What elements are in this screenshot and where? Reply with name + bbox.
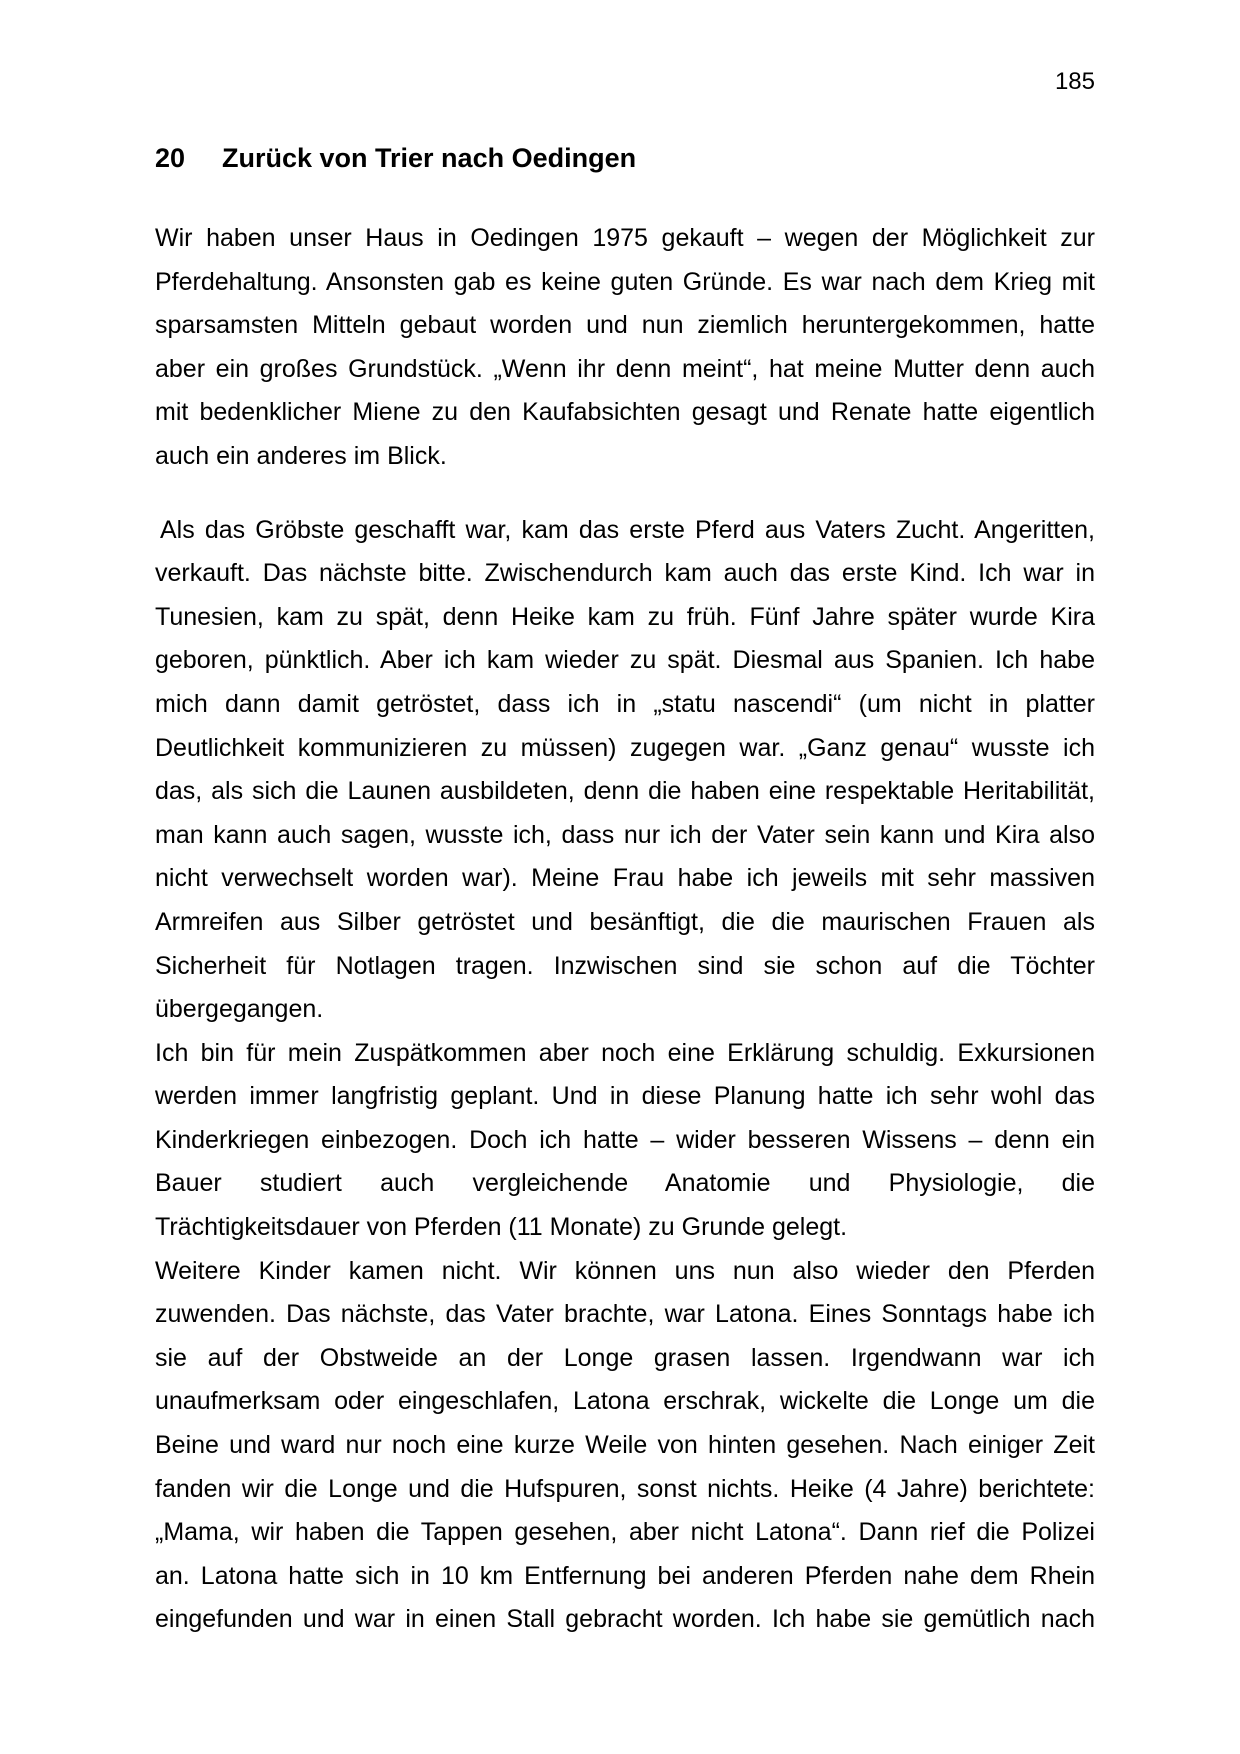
text-line: eingefunden und war in einen Stall gebracht worden. Ich habe sie gemütlich nach bbox=[155, 1605, 1095, 1634]
text-line: unaufmerksam oder eingeschlafen, Latona erschrak, wickelte die Longe um die bbox=[155, 1387, 1095, 1416]
text-line: werden immer langfristig geplant. Und in diese Planung hatte ich sehr wohl das bbox=[155, 1082, 1095, 1111]
text-line: mit bedenklicher Miene zu den Kaufabsichten gesagt und Renate hatte eigentlich bbox=[155, 398, 1095, 427]
text-line: geboren, pünktlich. Aber ich kam wieder zu spät. Diesmal aus Spanien. Ich habe bbox=[155, 646, 1095, 675]
text-line: Tunesien, kam zu spät, denn Heike kam zu früh. Fünf Jahre später wurde Kira bbox=[155, 602, 1095, 631]
text-line: Pferdehaltung. Ansonsten gab es keine guten Gründe. Es war nach dem Krieg mit bbox=[155, 267, 1095, 296]
text-line: Ich bin für mein Zuspätkommen aber noch eine Erklärung schuldig. Exkursionen bbox=[155, 1038, 1095, 1067]
text-line: aber ein großes Grundstück. „Wenn ihr denn meint“, hat meine Mutter denn auch bbox=[155, 354, 1095, 383]
text-line: das, als sich die Launen ausbildeten, denn die haben eine respektable Heritabilität, bbox=[155, 777, 1095, 806]
body-text bbox=[155, 217, 1095, 1642]
paragraph bbox=[155, 1032, 1095, 1250]
text-line: an. Latona hatte sich in 10 km Entfernung bei anderen Pferden nahe dem Rhein bbox=[155, 1561, 1095, 1590]
text-line: Weitere Kinder kamen nicht. Wir können uns nun also wieder den Pferden bbox=[155, 1256, 1095, 1285]
text-line: verkauft. Das nächste bitte. Zwischendurch kam auch das erste Kind. Ich war in bbox=[155, 559, 1095, 588]
text-line: „Mama, wir haben die Tappen gesehen, aber nicht Latona“. Dann rief die Polizei bbox=[155, 1518, 1095, 1547]
chapter-title: Zurück von Trier nach Oedingen bbox=[222, 143, 637, 173]
text-line: Sicherheit für Notlagen tragen. Inzwischen sind sie schon auf die Töchter bbox=[155, 951, 1095, 980]
text-line: Beine und ward nur noch eine kurze Weile von hinten gesehen. Nach einiger Zeit bbox=[155, 1431, 1095, 1460]
text-line: Deutlichkeit kommunizieren zu müssen) zugegen war. „Ganz genau“ wusste ich bbox=[155, 733, 1095, 762]
text-line: man kann auch sagen, wusste ich, dass nur ich der Vater sein kann und Kira also bbox=[155, 820, 1095, 849]
text-line: Armreifen aus Silber getröstet und besänftigt, die die maurischen Frauen als bbox=[155, 907, 1095, 936]
chapter-number: 20 bbox=[155, 143, 186, 173]
text-line: Als das Gröbste geschafft war, kam das erste Pferd aus Vaters Zucht. Angeritten, bbox=[160, 515, 1095, 544]
paragraph bbox=[155, 217, 1095, 479]
text-line: zuwenden. Das nächste, das Vater brachte, war Latona. Eines Sonntags habe ich bbox=[155, 1300, 1095, 1329]
text-line: mich dann damit getröstet, dass ich in „statu nascendi“ (um nicht in platter bbox=[155, 689, 1095, 718]
text-line: übergegangen. bbox=[155, 995, 324, 1024]
text-line: Trächtigkeitsdauer von Pferden (11 Monate) zu Grunde gelegt. bbox=[155, 1213, 848, 1242]
text-line: nicht verwechselt worden war). Meine Frau habe ich jeweils mit sehr massiven bbox=[155, 864, 1095, 893]
text-line: sie auf der Obstweide an der Longe grasen lassen. Irgendwann war ich bbox=[155, 1343, 1095, 1372]
text-line: sparsamsten Mitteln gebaut worden und nun ziemlich heruntergekommen, hatte bbox=[155, 311, 1095, 340]
chapter-heading bbox=[155, 142, 1095, 174]
text-line: fanden wir die Longe und die Hufspuren, sonst nichts. Heike (4 Jahre) berichtete: bbox=[155, 1474, 1095, 1503]
text-line: Wir haben unser Haus in Oedingen 1975 gekauft – wegen der Möglichkeit zur bbox=[155, 224, 1095, 252]
text-line: Kinderkriegen einbezogen. Doch ich hatte – wider besseren Wissens – denn ein bbox=[155, 1125, 1095, 1154]
text-line: auch ein anderes im Blick. bbox=[155, 441, 447, 470]
paragraph bbox=[155, 509, 1095, 1032]
page-number: 185 bbox=[1054, 68, 1095, 95]
paragraph bbox=[155, 1250, 1095, 1642]
text-line: Bauer studiert auch vergleichende Anatomie und Physiologie, die bbox=[155, 1169, 1095, 1198]
